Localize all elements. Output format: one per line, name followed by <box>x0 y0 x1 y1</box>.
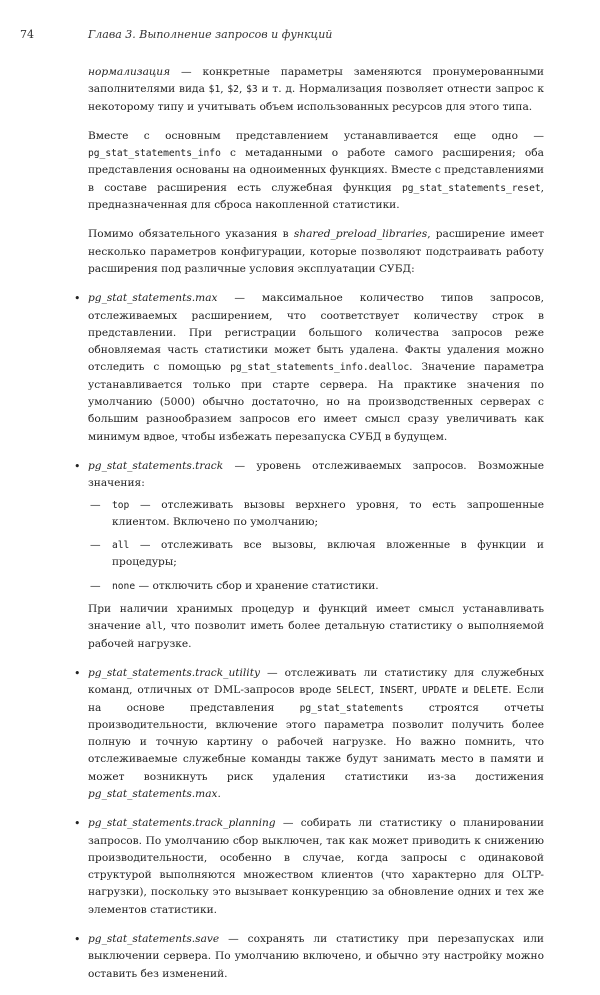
placeholder-1: $1 <box>208 84 221 96</box>
code-info-view: pg_stat_statements_info <box>88 148 221 160</box>
page-body <box>88 64 544 995</box>
track-value-all: — all — отслеживать все вызовы, включая вложенные в функции и процедуры; <box>112 537 544 572</box>
code-dealloc: pg_stat_statements_info.dealloc <box>230 362 410 374</box>
param-name-track-utility: pg_stat_statements.track_utility <box>88 666 260 679</box>
term-normalization: нормализация <box>88 66 171 78</box>
placeholder-3: $3 <box>246 84 258 96</box>
param-item-max: • pg_stat_statements.max — максимальное количество типов запросов, отслеживаемых расширением, что соответствует количеству строк в представлении. При регистрации большого количества запросов реже обновляемая часть статистики может быть удалена. Факты удаления можно отследить с помощью pg_stat_statements_info.dealloc. Значение параметра устанавливается только при старте сервера. На практике значения по умолчанию (5000) обычно достаточно, но на производственных серверах с большим разнообразием запросов его имеет смысл сразу увеличивать как минимум вдвое, чтобы избежать перезапуска СУБД в будущем. <box>88 290 544 446</box>
parameter-list <box>88 290 544 983</box>
paragraph-normalization: нормализация — конкретные параметры заменяются пронумерованными заполнителями вида $1, $2, $3 и т. д. Нормализация позволяет отнести запрос к некоторому типу и учитывать объем использованных ресурсов для этого типа. <box>88 66 544 113</box>
param-item-track: • pg_stat_statements.track — уровень отслеживаемых запросов. Возможные значения: — top — отслеживать вызовы верхнего уровня, то есть запрошенные клиентом. Включено по умолчанию; — all — отслеживать все вызовы, включая вложенные в функции и процедуры; — none — отключить сбор и хранение статистики. При наличии хранимых процедур и функций имеет смысл устанавливать значение all, что позволит иметь более детальную статистику о выполняемой рабочей нагрузке. <box>88 458 544 653</box>
paragraph-info-view: Вместе с основным представлением устанавливается еще одно — pg_stat_statements_info с метаданными о работе самого расширения; оба представления основаны на одноименных функциях. Вместе с представлениями в составе расширения есть служебная функция pg_stat_statements_reset, предназначенная для сброса накопленной статистики. <box>88 129 544 212</box>
param-name-track: pg_stat_statements.track <box>88 459 224 472</box>
param-item-track-planning: • pg_stat_statements.track_planning — собирать ли статистику о планировании запросов. По умолчанию сбор выключен, так как может приводить к снижению производительности, особенно в случае, когда запросы с одинаковой структурой выполняются множеством клиентов (что характерно для OLTP-нагрузки), поскольку это вызывает конкуренцию за обновление одних и тех же элементов статистики. <box>88 815 544 919</box>
track-value-top: — top — отслеживать вызовы верхнего уровня, то есть запрошенные клиентом. Включено по умолчанию; <box>112 497 544 532</box>
placeholder-2: $2 <box>227 84 239 96</box>
param-item-save: • pg_stat_statements.save — сохранять ли статистику при перезапусках или выключении сервера. По умолчанию включено, и обычно эту настройку можно оставить без изменений. <box>88 931 544 983</box>
track-note: При наличии хранимых процедур и функций имеет смысл устанавливать значение all, что позволит иметь более детальную статистику о выполняемой рабочей нагрузке. <box>88 603 545 650</box>
param-name-save: pg_stat_statements.save <box>88 933 220 946</box>
param-name-max: pg_stat_statements.max <box>88 292 218 305</box>
track-value-none: — none — отключить сбор и хранение статистики. <box>112 578 544 595</box>
code-reset-function: pg_stat_statements_reset <box>402 182 541 194</box>
param-name-track-planning: pg_stat_statements.track_planning <box>88 817 276 830</box>
track-values-list <box>88 497 544 595</box>
param-item-track-utility: • pg_stat_statements.track_utility — отслеживать ли статистику для служебных команд, отличных от DML-запросов вроде SELECT, INSERT, UPDATE и DELETE. Если на основе представления pg_stat_statements строятся отчеты производительности, включение этого параметра позволит получить более полную и точную картину о рабочей нагрузке. Но важно помнить, что отслеживаемые служебные команды также будут занимать место в памяти и может возникнуть риск удаления статистики из-за достижения pg_stat_statements.max. <box>88 665 544 803</box>
term-shared-preload: shared_preload_libraries <box>293 228 428 241</box>
page-number: 74 <box>20 28 34 41</box>
chapter-title: Глава 3. Выполнение запросов и функций <box>88 28 333 41</box>
paragraph-config-intro: Помимо обязательного указания в shared_preload_libraries, расширение имеет несколько параметров конфигурации, которые позволяют подстраивать работу расширения под различные условия эксплуатации СУБД: <box>88 228 544 275</box>
